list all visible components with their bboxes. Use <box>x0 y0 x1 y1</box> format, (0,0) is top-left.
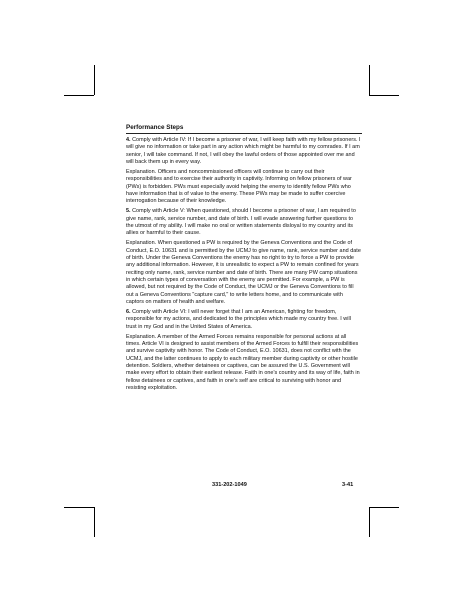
crop-mark-bottom-right-vertical <box>369 507 370 537</box>
crop-mark-bottom-left-horizontal <box>64 507 94 508</box>
paragraph-text: Explanation. When questioned a PW is required by the Geneva Conventions and the Code of Conduct, E.O. 10631 and is permitted by the UCMJ to give name, rank, service number and date of birth. Under the Geneva Conventions the enemy has no right to try to force a PW to provide any additional information. However, it is unrealistic to expect a PW to remain confined for years reciting only name, rank, service number and date of birth. There are many PW camp situations in which certain types of conversation with the enemy are permitted. For example, a PW is allowed, but not required by the Code of Conduct, the UCMJ or the Geneva Conventions to fill out a Geneva Conventions "capture card," to write letters home, and to communicate with captors on matters of health and welfare. <box>126 240 361 305</box>
header-divider <box>126 133 362 134</box>
body-text <box>126 137 362 395</box>
crop-mark-bottom-right-horizontal <box>369 507 399 508</box>
paragraph-text: Explanation. A member of the Armed Forces remains responsible for personal actions at all times. Article VI is designed to assist members of the Armed Forces to fulfill their responsibilities and survive captivity with honor. The Code of Conduct, E.O. 10631, does not conflict with the UCMJ, and the latter continues to apply to each military member during captivity or other hostile detention. Soldiers, whether detainees or captives, can be assured the U.S. Government will make every effort to obtain their earliest release. Faith in one's country and its way of life, faith in fellow detainees or captives, and faith in one's self are critical to surviving with honor and resisting exploitation. <box>126 333 360 391</box>
crop-mark-top-left-vertical <box>94 65 95 95</box>
step-number: 6. <box>126 308 131 315</box>
paragraph-explanation-4 <box>126 169 362 206</box>
paragraph-step-5 <box>126 208 362 237</box>
crop-mark-bottom-left-vertical <box>94 507 95 537</box>
crop-mark-top-right-vertical <box>369 65 370 95</box>
step-number: 4. <box>126 137 131 143</box>
step-number: 5. <box>126 208 131 215</box>
paragraph-explanation-6 <box>126 334 362 393</box>
paragraph-text: Comply with Article VI: I will never forget that I am an American, fighting for freedom, responsible for my actions, and dedicated to the principles which made my country free. I will trust in my God and in the United States of America. <box>126 308 351 330</box>
paragraph-step-6 <box>126 309 362 331</box>
paragraph-text: Explanation. Officers and noncommissioned officers will continue to carry out their responsibilities and to exercise their authority in captivity. Informing on fellow prisoners of war (PWs) is forbidden. PWs must especially avoid helping the enemy to identify fellow PWs who have information that is of value to the enemy. These PWs may be made to suffer coercive interrogation because of their knowledge. <box>126 168 352 205</box>
paragraph-step-4 <box>126 137 362 166</box>
section-title: Performance Steps <box>126 124 184 131</box>
page-number: 3-41 <box>342 482 354 488</box>
crop-mark-top-left-horizontal <box>64 95 94 96</box>
crop-mark-top-right-horizontal <box>369 95 399 96</box>
paragraph-text: Comply with Article IV: If I become a prisoner of war, I will keep faith with my fellow prisoners. I will give no information or take part in any action which might be harmful to my comrades. If I am senior, I will take command. If not, I will obey the lawful orders of those appointed over me and will back them up in every way. <box>126 137 361 166</box>
document-code: 331-202-1049 <box>212 482 247 488</box>
paragraph-text: Comply with Article V: When questioned, should I become a prisoner of war, I am required to give name, rank, service number, and date of birth. I will evade answering further questions to the utmost of my ability. I will make no oral or written statements disloyal to my country and its allies or harmful to their cause. <box>126 208 356 237</box>
paragraph-explanation-5 <box>126 240 362 306</box>
